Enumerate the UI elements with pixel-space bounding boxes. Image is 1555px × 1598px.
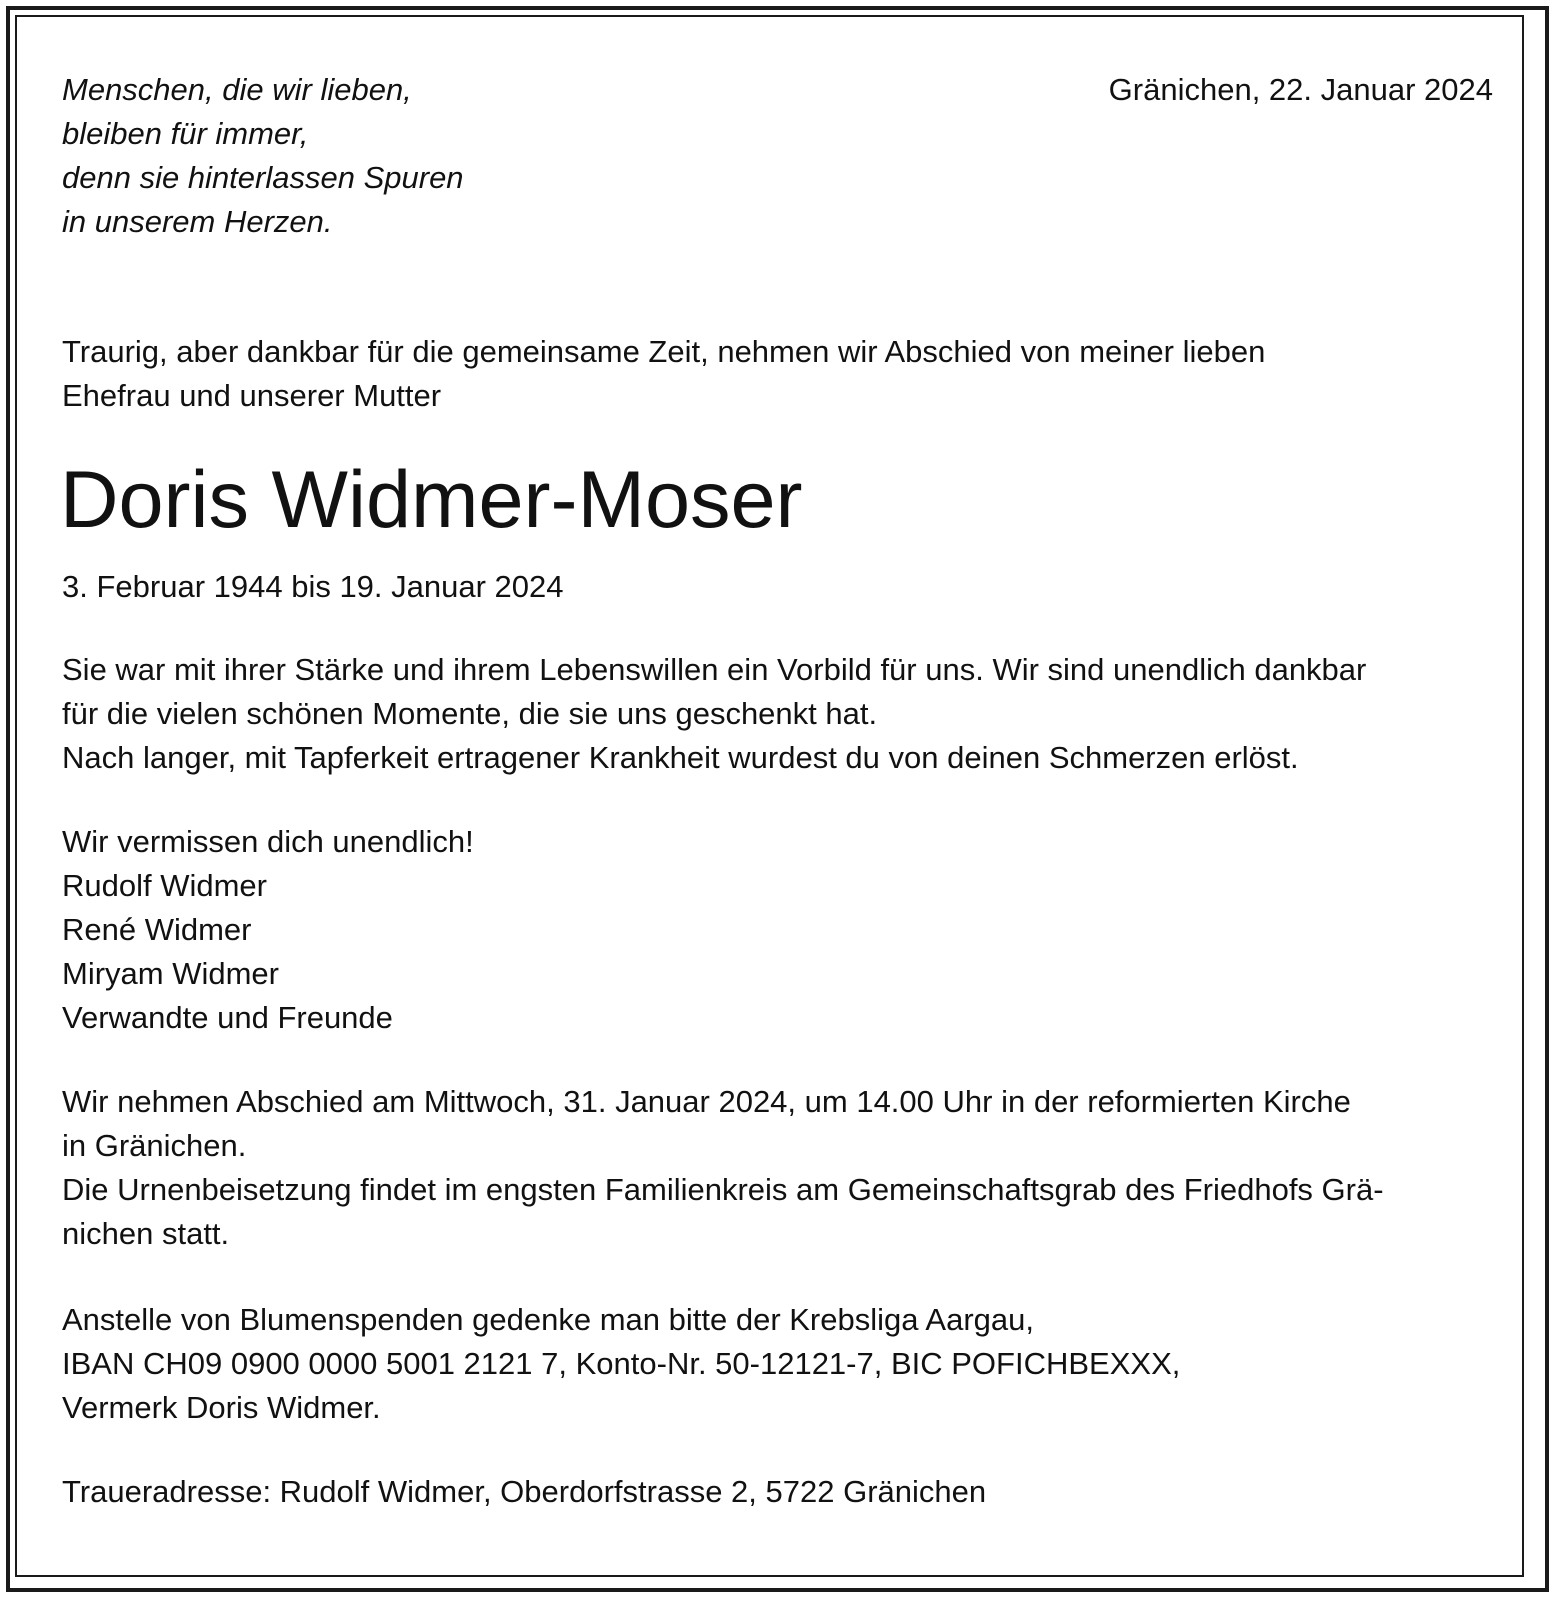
intro-text [62,330,1265,418]
tribute-line: Nach langer, mit Tapferkeit ertragener Krankheit wurdest du von deinen Schmerzen erlöst. [62,740,1299,775]
donation-info [62,1298,1180,1430]
motto-line: denn sie hinterlassen Spuren [62,160,464,195]
tribute-paragraph [62,648,1366,780]
mourners-list [62,820,474,1040]
mourner-name: Rudolf Widmer [62,868,267,903]
motto-verse [62,68,464,244]
donation-line: Anstelle von Blumenspenden gedenke man bitte der Krebsliga Aargau, [62,1302,1034,1337]
mourner-name: René Widmer [62,912,252,947]
service-line: Wir nehmen Abschied am Mittwoch, 31. Januar 2024, um 14.00 Uhr in der reformierten Kirche [62,1084,1351,1119]
mourner-name: Miryam Widmer [62,956,279,991]
service-line: in Gränichen. [62,1128,247,1163]
tribute-line: Sie war mit ihrer Stärke und ihrem Lebenswillen ein Vorbild für uns. Wir sind unendlich dankbar [62,652,1367,687]
motto-line: Menschen, die wir lieben, [62,72,412,107]
place-date: Gränichen, 22. Januar 2024 [1108,72,1493,107]
tribute-line: für die vielen schönen Momente, die sie uns geschenkt hat. [62,696,878,731]
mourning-address: Traueradresse: Rudolf Widmer, Oberdorfstrasse 2, 5722 Gränichen [62,1474,987,1509]
donation-line: IBAN CH09 0900 0000 5001 2121 7, Konto-Nr. 50-12121-7, BIC POFICHBEXXX, [62,1346,1181,1381]
life-dates: 3. Februar 1944 bis 19. Januar 2024 [62,569,564,604]
intro-line: Traurig, aber dankbar für die gemeinsame Zeit, nehmen wir Abschied von meiner lieben [62,334,1266,369]
mourners-line: Wir vermissen dich unendlich! [62,824,474,859]
deceased-name: Doris Widmer-Moser [60,455,803,545]
motto-line: in unserem Herzen. [62,204,333,239]
intro-line: Ehefrau und unserer Mutter [62,378,442,413]
mourner-name: Verwandte und Freunde [62,1000,393,1035]
motto-line: bleiben für immer, [62,116,309,151]
service-line: nichen statt. [62,1216,230,1251]
donation-line: Vermerk Doris Widmer. [62,1390,381,1425]
service-line: Die Urnenbeisetzung findet im engsten Familienkreis am Gemeinschaftsgrab des Friedhofs Grä- [62,1172,1384,1207]
service-info [62,1080,1384,1256]
